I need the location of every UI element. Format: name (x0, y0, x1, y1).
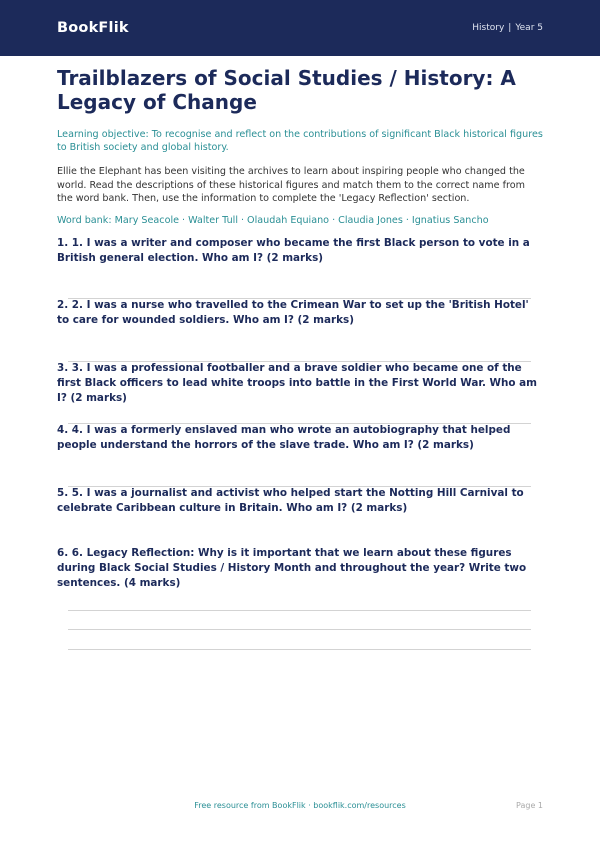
page-header (0, 0, 600, 56)
word-bank-word: Olaudah Equiano (247, 214, 330, 226)
word-bank-word: Walter Tull (188, 214, 238, 226)
question-4: 4. 4. I was a formerly enslaved man who wrote an autobiography that helped people understand the horrors of the slave trade. Who am I? (2 marks) (57, 424, 511, 451)
word-bank-label: Word bank: (57, 214, 112, 226)
word-bank-separator: · (182, 214, 186, 226)
question-3: 3. 3. I was a professional footballer and a brave soldier who became one of the first Black officers to lead white troops into battle in the First World War. Who am I? (2 marks) (57, 362, 538, 404)
question-2: 2. 2. I was a nurse who travelled to the Crimean War to set up the 'British Hotel' to care for wounded soldiers. Who am I? (2 marks) (57, 299, 529, 326)
word-bank-separator: · (240, 214, 245, 226)
question-5: 5. 5. I was a journalist and activist who helped start the Notting Hill Carnival to celebrate Caribbean culture in Britain. Who am I? (2 marks) (57, 487, 524, 514)
breadcrumb-subject: History (472, 23, 505, 33)
answer-line-6a[interactable] (68, 610, 531, 611)
breadcrumb (472, 23, 543, 33)
answer-line-6b[interactable] (68, 629, 531, 630)
footer-credit: Free resource from BookFlik · bookflik.com/resources (194, 801, 406, 810)
breadcrumb-separator: | (508, 23, 512, 33)
worksheet-intro (57, 66, 543, 227)
word-bank-word: Claudia Jones (338, 214, 403, 226)
question-1: 1. 1. I was a writer and composer who became the first Black person to vote in a British general election. Who am I? (2 marks) (57, 237, 530, 264)
word-bank-word: Mary Seacole (114, 214, 180, 226)
word-bank-word: Ignatius Sancho (411, 214, 489, 226)
page-title: Trailblazers of Social Studies / History: A Legacy of Change (57, 66, 516, 114)
word-bank-separator: · (405, 214, 409, 226)
brand-logo: BookFlik (57, 20, 129, 36)
answer-line-6c[interactable] (68, 649, 531, 650)
instructions: Ellie the Elephant has been visiting the archives to learn about inspiring people who changed the world. Read the descriptions of these historical figures and match them to the correct name from the word bank. Then, use the information to complete the 'Legacy Reflection' section. (57, 166, 525, 205)
learning-objective: Learning objective: To recognise and reflect on the contributions of significant Black historical figures to British society and global history. (57, 129, 543, 153)
word-bank (57, 214, 543, 227)
page-number: Page 1 (516, 801, 543, 810)
word-bank-separator: · (332, 214, 336, 226)
breadcrumb-year: Year 5 (515, 23, 543, 33)
question-6: 6. 6. Legacy Reflection: Why is it important that we learn about these figures during Black Social Studies / History Month and throughout the year? Write two sentences. (4 marks) (57, 547, 527, 589)
